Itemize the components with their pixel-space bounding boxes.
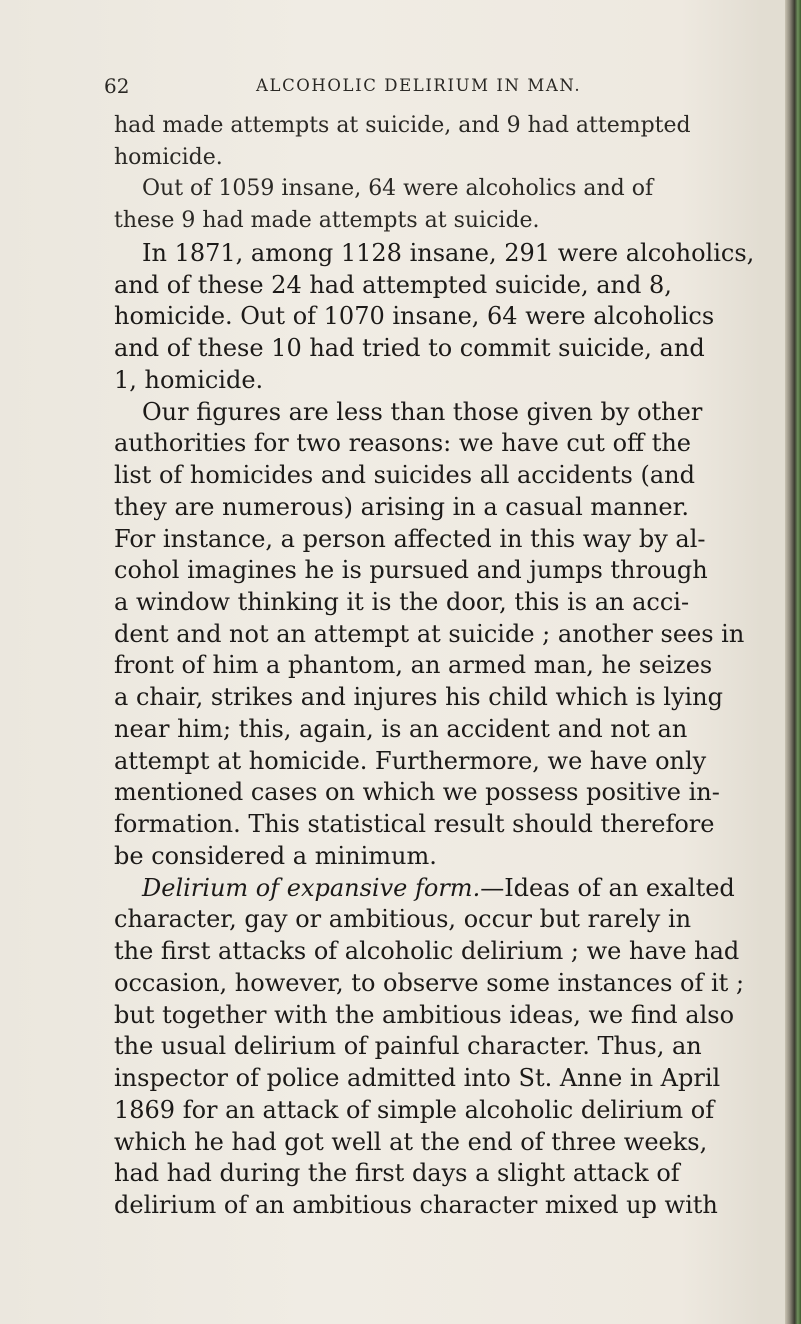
text-line: 1, homicide. [114,365,264,394]
text-line: Our figures are less than those given by other [142,397,703,426]
text-line: list of homicides and suicides all accidents (and [114,461,695,490]
text-line: and of these 10 had tried to commit suicide, and [114,334,705,363]
text-line: homicide. Out of 1070 insane, 64 were alcoholics [114,302,715,331]
text-line: a chair, strikes and injures his child which is lying [114,683,723,712]
text-line: had had during the first days a slight attack of [114,1159,680,1188]
text-line: mentioned cases on which we possess positive in- [114,778,720,807]
text-line: homicide. [114,144,223,170]
text-line: near him; this, again, is an accident and not an [114,714,688,743]
section-heading: Delirium of expansive form. [142,873,481,902]
text-line: they are numerous) arising in a casual manner. [114,492,690,521]
text-line: character, gay or ambitious, occur but rarely in [114,905,692,934]
section-first-line-text: —Ideas of an exalted [480,873,735,902]
text-line: these 9 had made attempts at suicide. [114,208,540,234]
text-line: inspector of police admitted into St. Anne in April [114,1064,721,1093]
running-head: ALCOHOLIC DELIRIUM IN MAN. [256,76,582,95]
body-text [114,112,774,1223]
text-line: attempt at homicide. Furthermore, we have only [114,746,707,775]
text-line: which he had got well at the end of three weeks, [114,1127,708,1156]
section-first-line [114,874,774,902]
text-line: authorities for two reasons: we have cut off the [114,429,692,458]
text-line: occasion, however, to observe some instances of it ; [114,968,745,997]
text-line: For instance, a person affected in this way by al- [114,524,706,553]
text-line: the usual delirium of painful character. Thus, an [114,1032,702,1061]
text-line: dent and not an attempt at suicide ; another sees in [114,619,745,648]
text-line: formation. This statistical result should therefore [114,810,715,839]
text-line: and of these 24 had attempted suicide, and 8, [114,270,672,299]
text-line: 1869 for an attack of simple alcoholic delirium of [114,1095,715,1124]
page-edge [785,0,801,1324]
page-header [104,74,784,98]
text-line: In 1871, among 1128 insane, 291 were alcoholics, [142,238,755,267]
text-line: the first attacks of alcoholic delirium ; we have had [114,937,740,966]
text-line: Out of 1059 insane, 64 were alcoholics and of [142,176,654,202]
text-line: a window thinking it is the door, this is an acci- [114,588,690,617]
text-line: front of him a phantom, an armed man, he seizes [114,651,713,680]
text-line: be considered a minimum. [114,841,437,870]
text-line: cohol imagines he is pursued and jumps through [114,556,708,585]
text-line: delirium of an ambitious character mixed up with [114,1190,718,1219]
text-line: but together with the ambitious ideas, we find also [114,1000,735,1029]
page-number: 62 [104,74,130,98]
text-line: had made attempts at suicide, and 9 had attempted [114,113,691,138]
